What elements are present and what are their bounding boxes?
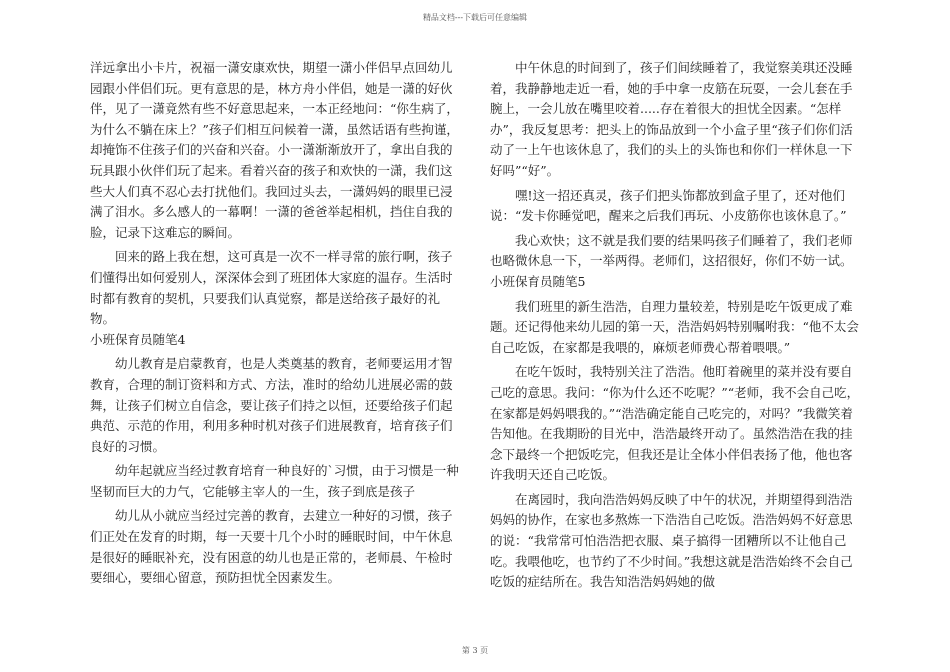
paragraph: 嘿!这一招还真灵，孩子们把头饰都放到盒子里了，还对他们说：“发卡你睡觉吧，醒来之后我们再玩、小皮筋你也该休息了。” <box>490 187 847 224</box>
paragraph: 幼年起就应当经过教育培育一种良好的`习惯，由于习惯是一种坚韧而巨大的力气，它能够主宰人的一生，孩子到底是孩子 <box>90 463 459 499</box>
paragraph: 在吃午饭时，我特别关注了浩浩。他盯着碗里的菜并没有要自己吃的意思。我问：“你为什么还不吃呢？”“老师，我不会自己吃，在家都是妈妈喂我的。”“浩浩确定能自己吃完的，对吗？”我微笑着告知他。在我期盼的目光中，浩浩最终开动了。虽然浩浩在我的挂念下最终一个把饭吃完，但我还是让全体小伴侣表扬了他，他也客许我明天还自己吃饭。 <box>490 364 860 483</box>
paragraph: 中午休息的时间到了，孩子们间续睡着了，我觉察美琪还没睡着，我静静地走近一看，她的手中拿一皮筋在玩耍，一会儿套在手腕上，一会儿放在嘴里咬着.....存在着很大的担忧全因素。“怎样办”，我反复思考：把头上的饰品放到一个小盒子里“孩子们你们活动了一上午也该休息了，我们的头上的头饰也和你们一样休息一下好吗”“好”。 <box>490 60 853 178</box>
page-header: 精品文档---下载后可任意编辑 <box>422 13 528 22</box>
paragraph: 回来的路上我在想，这可真是一次不一样寻常的旅行啊，孩子们懂得出如何爱别人，深深体会到了班团体大家庭的温存。生活时时都有教育的契机，只要我们认真觉察，都是送给孩子最好的礼物。 <box>90 249 453 327</box>
section-heading: 小班保育员随笔4 <box>90 331 186 347</box>
right-column <box>490 58 860 593</box>
section-heading: 小班保育员随笔5 <box>490 273 586 289</box>
paragraph: 幼儿从小就应当经过完善的教育，去建立一种好的习惯，孩子们正处在发育的时期，每一天要十几个小时的睡眠时间，中午休息是很好的睡眠补充，没有困意的幼儿也是正常的，老师晨、午检时要细心，要细心留意，预防担忧全因素发生。 <box>90 508 453 586</box>
paragraph: 幼儿教育是启蒙教育，也是人类奠基的教育，老师要运用才智教育，合理的制订资料和方式、方法，准时的给幼儿进展必需的鼓舞，让孩子们树立自信念，要让孩子们持之以恒，还要给孩子们起典范、示范的作用，利用多种时机对孩子们进展教育，培育孩子们良好的习惯。 <box>90 356 453 454</box>
paragraph: 我心欢快；这不就是我们要的结果吗孩子们睡着了，我们老师也略微休息一下，一举两得。老师们，这招很好，你们不妨一试。 <box>490 232 853 269</box>
paragraph: 我们班里的新生浩浩，自理力量较差，特别是吃午饭更成了难题。还记得他来幼儿园的第一天，浩浩妈妈特别嘱咐我：“他不太会自己吃饭，在家都是我喂的，麻烦老师费心帮着喂喂。” <box>490 298 859 355</box>
page-footer: 第 3 页 <box>461 646 489 655</box>
paragraph: 在离园时，我向浩浩妈妈反映了中午的状况，并期望得到浩浩妈妈的协作，在家也多熬炼一下浩浩自己吃饭。浩浩妈妈不好意思的说：“我常常可怕浩浩把衣服、桌子搞得一团糟所以不让他自己吃。我喂他吃，也节约了不少时间。”我想这就是浩浩始终不会自己吃饭的症结所在。我告知浩浩妈妈她的做 <box>490 491 853 590</box>
paragraph: 洋远拿出小卡片，祝福一潇安康欢快，期望一潇小伴侣早点回幼儿园跟小伴侣们玩。更有意思的是，林方舟小伴侣，她是一潇的好伙伴，见了一潇竟然有些不好意思起来，一本正经地问：“你生病了，为什么不躺在床上？”孩子们相互问候着一潇，虽然话语有些拘谨，却掩饰不住孩子们的兴奋和兴奋。小一潇渐渐放开了，拿出自我的玩具跟小伙伴们玩了起来。看着兴奋的孩子和欢快的一潇，我们这些大人们真不忍心去打扰他们。我回过头去，一潇妈妈的眼里已浸满了泪水。多么感人的一幕啊！一潇的爸爸举起相机，挡住自我的脸，记录下这难忘的瞬间。 <box>90 60 459 240</box>
left-column <box>90 58 460 589</box>
